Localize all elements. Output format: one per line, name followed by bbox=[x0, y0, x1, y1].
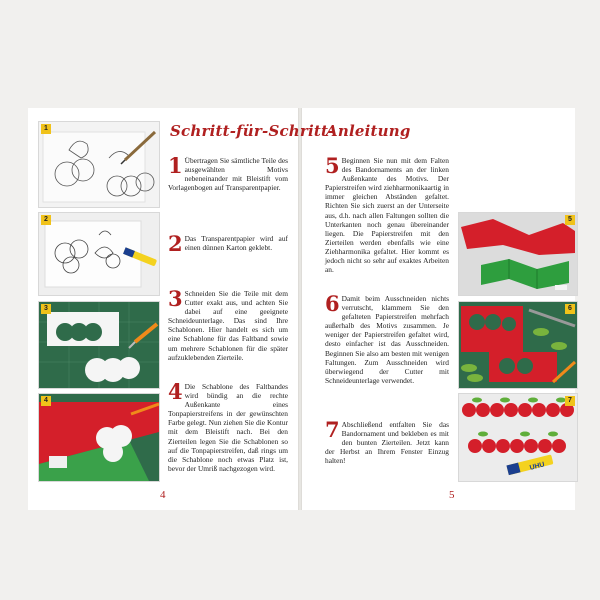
step-5 bbox=[325, 153, 449, 275]
book-gutter bbox=[298, 108, 302, 510]
step-number-6: 6 bbox=[325, 291, 340, 316]
step-3 bbox=[168, 286, 288, 362]
step-text-4: Die Schablone des Faltbandes wird bündig an die rechte Außenkante eines Tonpapierstreifens in der gewünschten Farbe gelegt. Nun ziehen Sie die Kontur mit dem Bleistift nach. Bei den Zierteilen legen Sie die Schablonen so auf die Tonpapierstreifen, daß rings um die Schablone noch etwas Platz ist, bevor der Umriß nachgezogen wird. bbox=[168, 382, 288, 473]
step-number-5: 5 bbox=[325, 153, 340, 178]
photo-number-4: 4 bbox=[41, 396, 51, 406]
step-photo-4 bbox=[38, 393, 160, 482]
heading-left: Schritt-für-Schritt- bbox=[170, 122, 335, 140]
photo-4-illustration bbox=[39, 394, 159, 481]
photo-7-illustration bbox=[459, 394, 577, 481]
photo-number-5: 5 bbox=[565, 215, 575, 225]
glue-label: UHU bbox=[529, 461, 546, 472]
step-text-7: Abschließend entfalten Sie das Bandornament und bekleben es mit den bunten Zierteilen. Jetzt kann der Herbst an Ihrem Fenster Einzug halten! bbox=[325, 420, 449, 466]
step-photo-1 bbox=[38, 121, 160, 208]
step-1 bbox=[168, 153, 288, 193]
photo-2-illustration bbox=[39, 213, 159, 295]
step-text-2: Das Transparentpapier wird auf einen dünnen Karton geklebt. bbox=[184, 234, 288, 253]
step-number-3: 3 bbox=[168, 286, 183, 311]
photo-number-1: 1 bbox=[41, 124, 51, 134]
step-number-1: 1 bbox=[168, 153, 183, 178]
step-number-4: 4 bbox=[168, 379, 183, 404]
photo-number-2: 2 bbox=[41, 215, 51, 225]
step-number-7: 7 bbox=[325, 417, 340, 442]
photo-3-illustration bbox=[39, 302, 159, 388]
step-text-3: Schneiden Sie die Teile mit dem Cutter exakt aus, und achten Sie dabei auf eine geeignete Schneideunterlage. Das sind Ihre Schablonen. Hier handelt es sich um eine Schablone für das Faltband sowie um mehrere Schablonen für die später aufzuklebenden Zierteile. bbox=[168, 289, 288, 362]
step-text-1: Übertragen Sie sämtliche Teile des ausgewählten Motivs nebeneinander mit Bleistift vom Vorlagenbogen auf Transparentpapier. bbox=[168, 156, 288, 193]
step-photo-3 bbox=[38, 301, 160, 389]
step-7 bbox=[325, 417, 449, 466]
photo-number-3: 3 bbox=[41, 304, 51, 314]
photo-1-illustration bbox=[39, 122, 159, 207]
page-number-left: 4 bbox=[160, 489, 166, 501]
step-photo-7 bbox=[458, 393, 578, 482]
page-number-right: 5 bbox=[449, 489, 455, 501]
step-text-6: Damit beim Ausschneiden nichts verrutscht, klammern Sie den gefalteten Papierstreifen mehrfach außerhalb des Motivs zusammen. Je weniger der Papierstreifen gefaltet wird, desto einfacher ist das Ausschneiden. Beginnen Sie also am besten mit wenigen Faltungen. Zum Ausschneiden wird überwiegend der Cutter mit Schneideunterlage verwendet. bbox=[325, 294, 449, 385]
step-6 bbox=[325, 291, 449, 385]
step-text-5: Beginnen Sie nun mit dem Falten des Bandornaments an der linken Außenkante des Motivs. Der Papierstreifen wird ziehharmonikaartig in immer gleichen Abständen gefaltet. Richten Sie sich zuerst an der Unterseite aus, d.h. nach allen Faltungen sollten die Unterkanten noch genau übereinander liegen. Die Papierstreifen mit den Zierteilen werden ebenfalls wie eine Ziehharmonika gefaltet. Hier kommt es jedoch nicht so sehr auf exaktes Arbeiten an. bbox=[325, 156, 449, 275]
step-4 bbox=[168, 379, 288, 473]
heading-right: Anleitung bbox=[326, 122, 411, 140]
photo-6-illustration bbox=[459, 302, 577, 388]
step-photo-5 bbox=[458, 212, 578, 296]
step-photo-6 bbox=[458, 301, 578, 389]
step-photo-2 bbox=[38, 212, 160, 296]
photo-number-7: 7 bbox=[565, 396, 575, 406]
photo-5-illustration bbox=[459, 213, 577, 295]
step-2 bbox=[168, 231, 288, 256]
photo-number-6: 6 bbox=[565, 304, 575, 314]
step-number-2: 2 bbox=[168, 231, 183, 256]
